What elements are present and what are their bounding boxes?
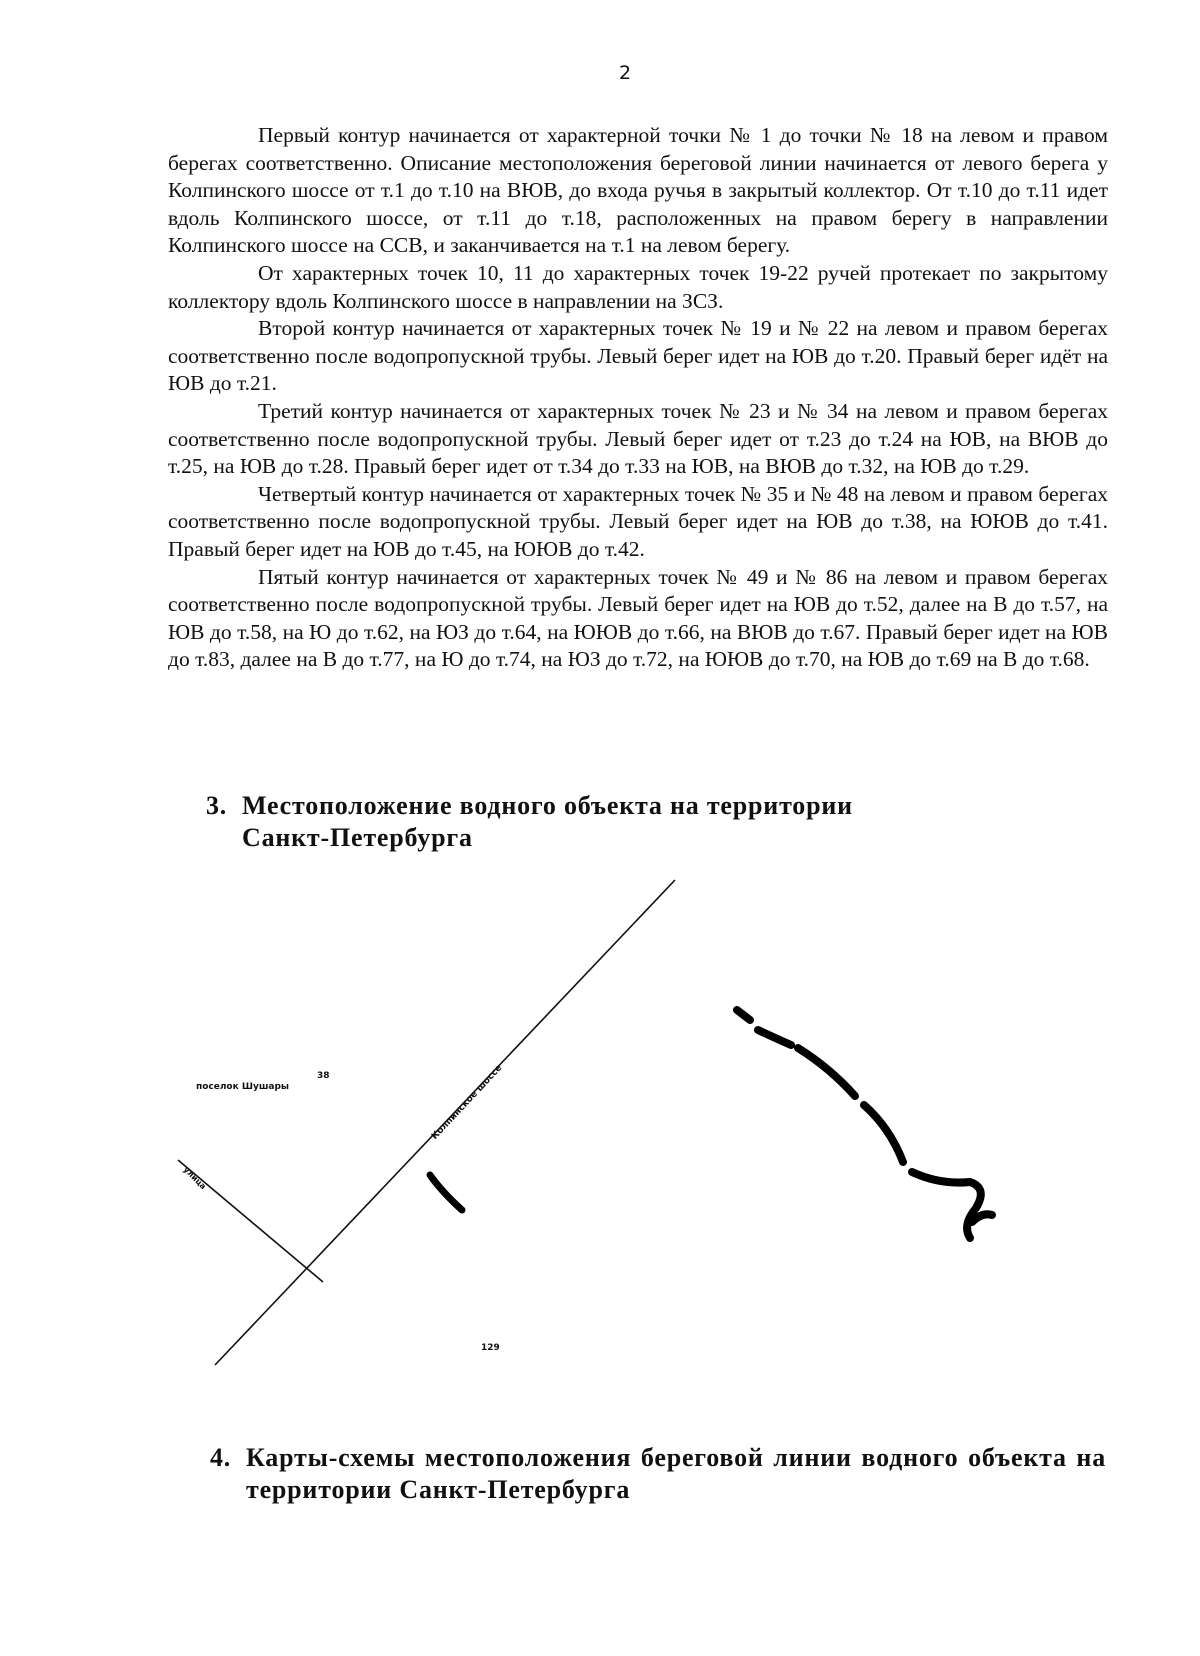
page-number: 2: [618, 62, 632, 84]
section-title: Местоположение водного объекта на территории Санкт-Петербурга: [242, 791, 853, 852]
stream-segment: [430, 1175, 462, 1210]
map-drawing: [150, 870, 1050, 1410]
paragraph: От характерных точек 10, 11 до характерных точек 19-22 ручей протекает по закрытому коллектору вдоль Колпинского шоссе в направлении на ЗСЗ.: [168, 260, 1108, 313]
paragraph: Третий контур начинается от характерных точек № 23 и № 34 на левом и правом берегах соответственно после водопропускной трубы. Левый берег идет от т.23 до т.24 на ЮВ, на ВЮВ до т.25, на ЮВ до т.28. Правый берег идет от т.34 до т.33 на ЮВ, на ВЮВ до т.32, на ЮВ до т.29.: [168, 398, 1108, 479]
section-title: Карты-схемы местоположения береговой линии водного объекта на территории Санкт-Петербурга: [246, 1443, 1106, 1504]
section-number: 3.: [206, 791, 228, 820]
paragraph: Второй контур начинается от характерных точек № 19 и № 22 на левом и правом берегах соответственно после водопропускной трубы. Левый берег идет на ЮВ до т.20. Правый берег идёт на ЮВ до т.21.: [168, 316, 1108, 396]
paragraph: Четвертый контур начинается от характерных точек № 35 и № 48 на левом и правом берегах соответственно после водопропускной трубы. Левый берег идет на ЮВ до т.38, на ЮЮВ до т.41. Правый берег идет на ЮВ до т.45, на ЮЮВ до т.42.: [168, 481, 1108, 561]
village-label: поселок Шушары: [196, 1082, 290, 1092]
section-3-heading: [206, 790, 1106, 860]
map-number-label: 129: [481, 1343, 500, 1353]
map-number-label: 38: [317, 1071, 330, 1081]
section-number: 4.: [210, 1443, 232, 1472]
body-text: [168, 122, 1108, 674]
highway-label: Колпинское шоссе: [430, 1063, 505, 1142]
stream-course: [737, 1010, 992, 1238]
section-4-heading: [210, 1442, 1110, 1512]
street-label: улица: [181, 1165, 208, 1192]
location-map: [150, 870, 1050, 1410]
paragraph: Пятый контур начинается от характерных точек № 49 и № 86 на левом и правом берегах соответственно после водопропускной трубы. Левый берег идет на ЮВ до т.52, далее на В до т.57, на ЮВ до т.58, на Ю до т.62, на ЮЗ до т.64, на ЮЮВ до т.66, на ВЮВ до т.67. Правый берег идет на ЮВ до т.83, далее на В до т.77, на Ю до т.74, на ЮЗ до т.72, на ЮЮВ до т.70, на ЮВ до т.69 на В до т.68.: [168, 564, 1108, 672]
paragraph: Первый контур начинается от характерной точки № 1 до точки № 18 на левом и правом берегах соответственно. Описание местоположения береговой линии начинается от левого берега у Колпинского шоссе от т.1 до т.10 на ВЮВ, до входа ручья в закрытый коллектор. От т.10 до т.11 идет вдоль Колпинского шоссе, от т.11 до т.18, расположенных на правом берегу в направлении Колпинского шоссе на ССВ, и заканчивается на т.1 на левом берегу.: [168, 123, 1108, 258]
